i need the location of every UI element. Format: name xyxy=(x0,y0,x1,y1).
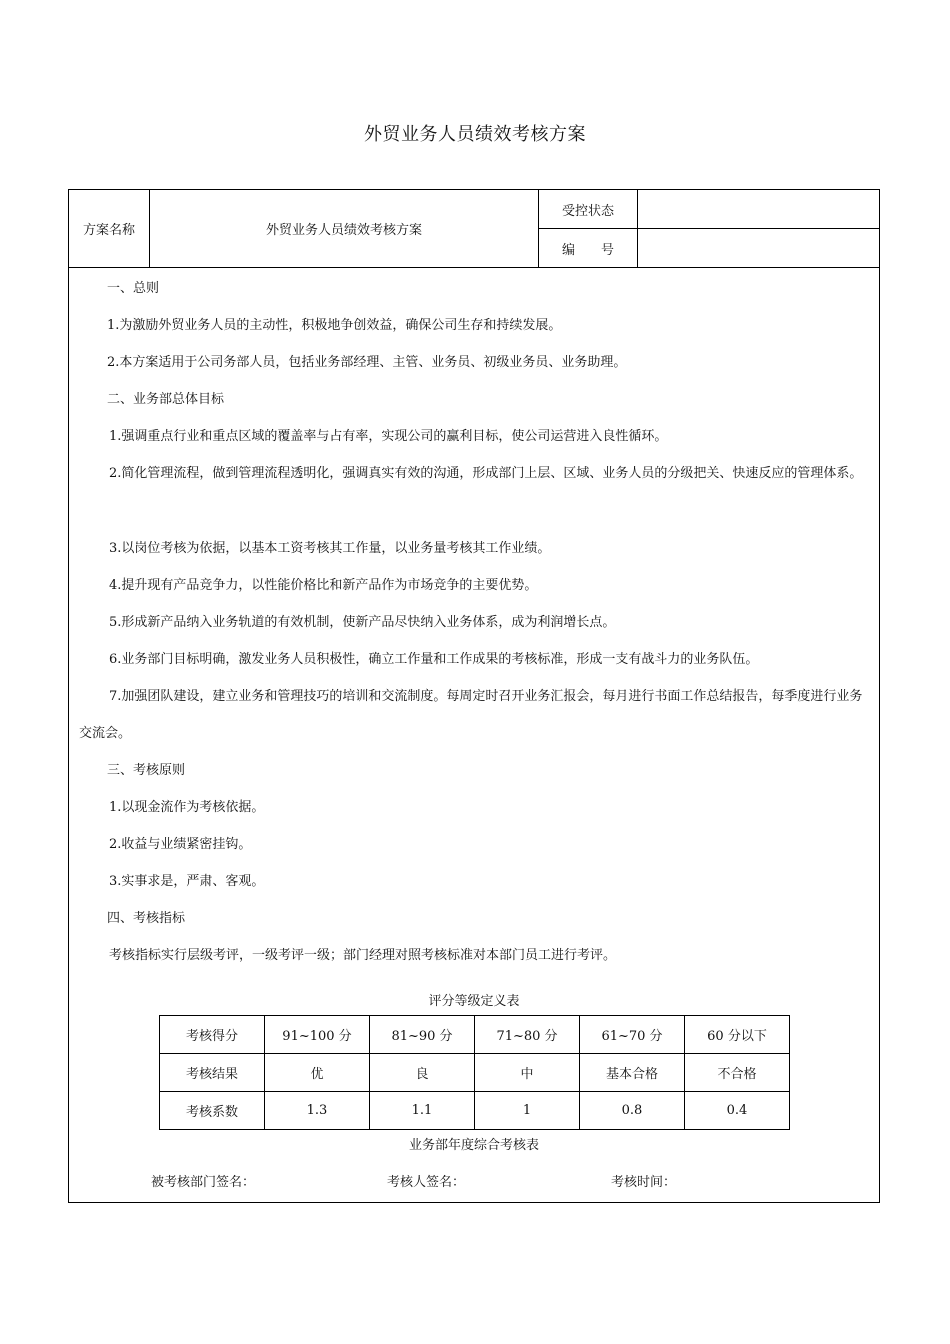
table-cell: 71~80 分 xyxy=(475,1016,580,1054)
table-cell: 中 xyxy=(475,1054,580,1092)
control-status-label: 受控状态 xyxy=(561,203,614,219)
table-cell: 0.8 xyxy=(580,1092,685,1130)
paragraph: 考核指标实行层级考评，一级考评一级；部门经理对照考核标准对本部门员工进行考评。 xyxy=(109,948,617,963)
document-number-value[interactable] xyxy=(638,229,879,267)
annual-table-caption: 业务部年度综合考核表 xyxy=(408,1138,539,1153)
section-heading: 二、业务部总体目标 xyxy=(107,392,225,407)
plan-name-value: 外贸业务人员绩效考核方案 xyxy=(265,223,422,238)
control-status-value[interactable] xyxy=(638,190,879,228)
table-cell: 61~70 分 xyxy=(580,1016,685,1054)
paragraph: 2.简化管理流程，做到管理流程透明化，强调真实有效的沟通，形成部门上层、区域、业务人员的分级把关、快速反应的管理体系。 xyxy=(109,466,863,481)
table-cell: 91~100 分 xyxy=(265,1016,370,1054)
paragraph: 7.加强团队建设，建立业务和管理技巧的培训和交流制度。每周定时召开业务汇报会，每月进行书面工作总结报告，每季度进行业务交流会。 xyxy=(79,689,863,741)
table-cell: 0.4 xyxy=(685,1092,790,1130)
paragraph: 2.本方案适用于公司务部人员，包括业务部经理、主管、业务员、初级业务员、业务助理。 xyxy=(107,355,627,370)
table-row xyxy=(160,1092,790,1130)
paragraph: 1.为激励外贸业务人员的主动性，积极地争创效益，确保公司生存和持续发展。 xyxy=(107,318,562,333)
table-cell: 基本合格 xyxy=(580,1054,685,1092)
table-row xyxy=(160,1054,790,1092)
table-cell: 考核系数 xyxy=(160,1092,265,1130)
section-heading: 三、考核原则 xyxy=(107,763,186,778)
paragraph: 6.业务部门目标明确，激发业务人员积极性，确立工作量和工作成果的考核标准，形成一支有战斗力的业务队伍。 xyxy=(109,652,759,667)
table-cell: 81~90 分 xyxy=(370,1016,475,1054)
assessment-time-label: 考核时间： xyxy=(611,1175,677,1190)
grade-table-caption: 评分等级定义表 xyxy=(428,994,520,1009)
document-frame xyxy=(68,189,880,1203)
header-block xyxy=(69,190,879,268)
table-cell: 考核结果 xyxy=(160,1054,265,1092)
paragraph: 4.提升现有产品竞争力，以性能价格比和新产品作为市场竞争的主要优势。 xyxy=(109,578,538,593)
table-cell: 优 xyxy=(265,1054,370,1092)
table-row xyxy=(160,1016,790,1054)
document-title: 外贸业务人员绩效考核方案 xyxy=(364,124,586,145)
table-cell: 1 xyxy=(475,1092,580,1130)
plan-name-label: 方案名称 xyxy=(82,223,135,238)
table-cell: 考核得分 xyxy=(160,1016,265,1054)
dept-signature-label: 被考核部门签名： xyxy=(151,1175,256,1190)
table-cell: 60 分以下 xyxy=(685,1016,790,1054)
grade-definition-table xyxy=(159,1015,790,1130)
document-number-label: 编 号 xyxy=(561,242,614,258)
assessor-signature-label: 考核人签名： xyxy=(387,1175,466,1190)
section-heading: 一、总则 xyxy=(107,281,160,296)
paragraph: 2.收益与业绩紧密挂钩。 xyxy=(109,837,252,852)
paragraph: 1.以现金流作为考核依据。 xyxy=(109,800,265,815)
paragraph: 3.以岗位考核为依据，以基本工资考核其工作量，以业务量考核其工作业绩。 xyxy=(109,541,551,556)
section-heading: 四、考核指标 xyxy=(107,911,186,926)
table-cell: 良 xyxy=(370,1054,475,1092)
paragraph: 3.实事求是，严肃、客观。 xyxy=(109,874,265,889)
table-cell: 1.1 xyxy=(370,1092,475,1130)
paragraph: 1.强调重点行业和重点区域的覆盖率与占有率，实现公司的赢利目标，使公司运营进入良性循环。 xyxy=(109,429,668,444)
paragraph: 5.形成新产品纳入业务轨道的有效机制，使新产品尽快纳入业务体系，成为利润增长点。 xyxy=(109,615,616,630)
table-cell: 1.3 xyxy=(265,1092,370,1130)
table-cell: 不合格 xyxy=(685,1054,790,1092)
